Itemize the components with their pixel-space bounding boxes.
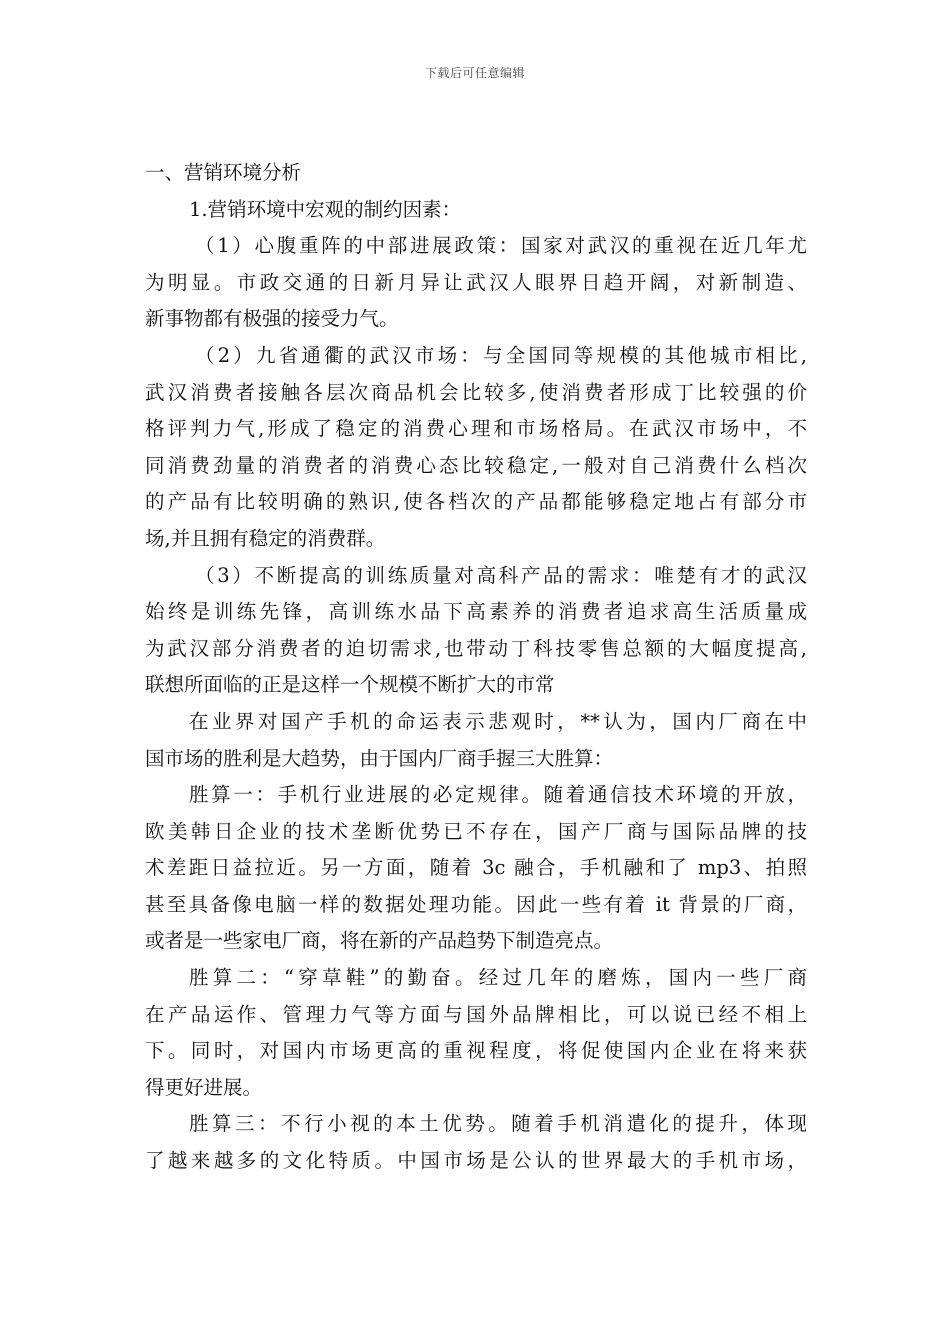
paragraph-7 [145, 1106, 807, 1179]
paragraph-line: 胜算三：不行小视的本土优势。随着手机消遣化的提升，体现 [189, 1112, 807, 1136]
paragraph-line: 胜算一：手机行业进展的必定规律。随着通信技术环境的开放， [189, 783, 807, 807]
paragraph-line: 下。同时，对国内市场更高的重视程度，将促使国内企业在将来获 [145, 1039, 807, 1063]
paragraph-line: 胜算二：“穿草鞋”的勤奋。经过几年的磨炼，国内一些厂商 [189, 966, 807, 990]
paragraph-line: 为武汉部分消费者的迫切需求,也带动丁科技零售总额的大幅度提高, [145, 636, 807, 660]
paragraph-1 [145, 228, 807, 338]
paragraph-line: 欧美韩日企业的技术垄断优势已不存在，国产厂商与国际品牌的技 [145, 819, 807, 843]
paragraph-3 [145, 558, 807, 704]
page-header-note: 下载后可任意编辑 [424, 66, 525, 80]
subheading: 1.营销环境中宏观的制约因素： [189, 197, 462, 221]
paragraph-line: 国市场的胜利是大趋势，由于国内厂商手握三大胜算： [145, 746, 614, 770]
paragraph-line: 始终是训练先锋，高训练水品下高素养的消费者追求高生活质量成 [145, 600, 807, 624]
paragraph-5 [145, 777, 807, 960]
paragraph-line: 得更好进展。 [145, 1075, 263, 1099]
paragraph-6 [145, 960, 807, 1106]
paragraph-4 [145, 704, 807, 777]
document-body [145, 155, 807, 1180]
section-heading: 一、营销环境分析 [145, 161, 302, 184]
paragraph-2 [145, 338, 807, 558]
paragraph-line: 甚至具备像电脑一样的数据处理功能。因此一些有着 it 背景的厂商， [145, 892, 807, 916]
paragraph-line: 了越来越多的文化特质。中国市场是公认的世界最大的手机市场， [145, 1149, 807, 1173]
paragraph-line: （1）心腹重阵的中部进展政策：国家对武汉的重视在近几年尤 [195, 234, 807, 258]
paragraph-line: 术差距日益拉近。另一方面，随着 3c 融合，手机融和了 mp3、拍照 [145, 856, 807, 880]
paragraph-line: 武汉消费者接触各层次商品机会比较多,使消费者形成丁比较强的价 [145, 380, 807, 404]
paragraph-line: 联想所面临的正是这样一个规模不断扩大的市常 [145, 673, 555, 697]
paragraph-line: （3）不断提高的训练质量对高科产品的需求：唯楚有才的武汉 [195, 563, 807, 587]
paragraph-line: 同消费劲量的消费者的消费心态比较稳定,一般对自己消费什么档次 [145, 453, 807, 477]
paragraph-line: 场,并且拥有稳定的消费群。 [145, 526, 386, 550]
paragraph-line: 格评判力气,形成了稳定的消费心理和市场格局。在武汉市场中，不 [145, 417, 807, 441]
paragraph-line: 在产品运作、管理力气等方面与国外品牌相比，可以说已经不相上 [145, 1002, 807, 1026]
paragraph-line: 的产品有比较明确的熟识,使各档次的产品都能够稳定地占有部分市 [145, 490, 807, 514]
paragraph-line: 在业界对国产手机的命运表示悲观时，**认为，国内厂商在中 [189, 709, 807, 733]
paragraph-line: 为明显。市政交通的日新月异让武汉人眼界日趋开阔，对新制造、 [145, 270, 807, 294]
paragraph-line: （2）九省通衢的武汉市场：与全国同等规模的其他城市相比, [195, 343, 807, 367]
paragraph-line: 或者是一些家电厂商，将在新的产品趋势下制造亮点。 [145, 929, 614, 953]
paragraph-line: 新事物都有极强的接受力气。 [145, 307, 399, 331]
